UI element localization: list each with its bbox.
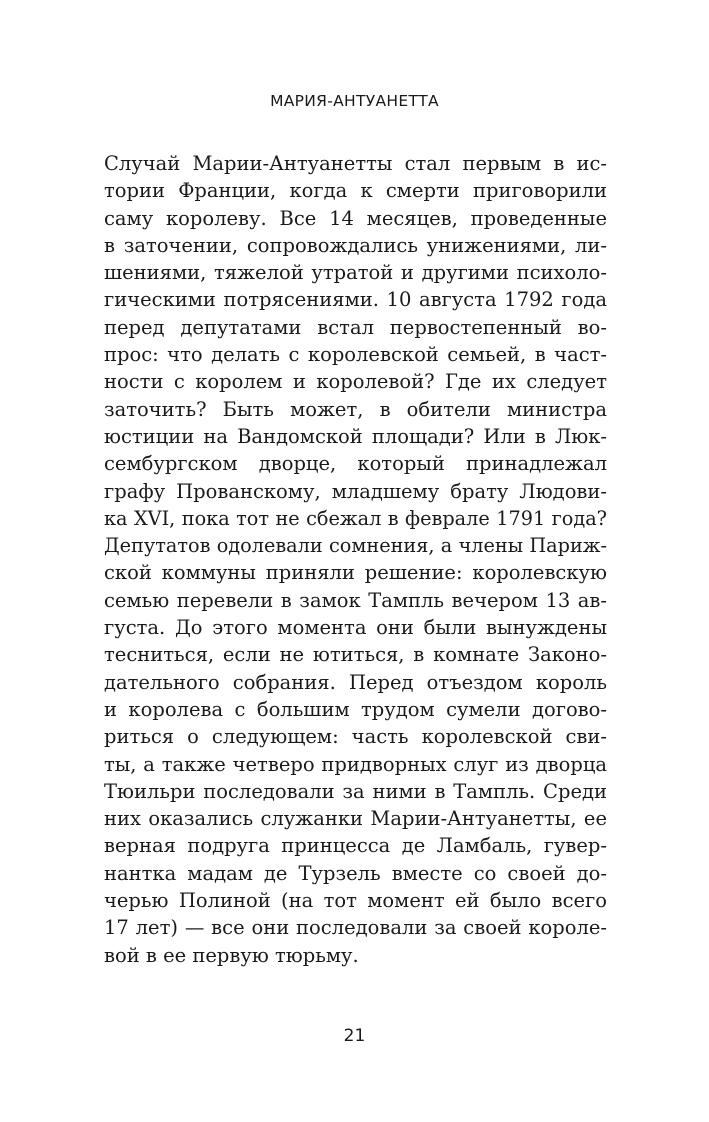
text-line: верная подруга принцесса де Ламбаль, гувер- — [104, 834, 607, 858]
text-line: ности с королем и королевой? Где их следует — [104, 370, 607, 394]
text-line: шениями, тяжелой утратой и другими психоло- — [104, 261, 607, 285]
text-line: ка XVI, пока тот не сбежал в феврале 1791 года? — [104, 506, 607, 530]
text-line: графу Прованскому, младшему брату Людови- — [104, 479, 607, 503]
text-line: юстиции на Вандомской площади? Или в Люк- — [104, 424, 607, 448]
text-line: ты, а также четверо придворных слуг из дворца — [104, 752, 607, 776]
text-line: вой в ее первую тюрьму. — [104, 943, 359, 967]
text-line: саму королеву. Все 14 месяцев, проведенные — [104, 206, 607, 230]
text-line: гическими потрясениями. 10 августа 1792 года — [104, 288, 607, 312]
text-line: прос: что делать с королевской семьей, в част- — [104, 343, 607, 367]
text-line: нантка мадам де Турзель вместе со своей до- — [104, 861, 607, 885]
text-line: ской коммуны приняли решение: королевскую — [104, 561, 607, 585]
text-line: Случай Марии-Антуанетты стал первым в ис- — [104, 152, 607, 175]
body-text — [104, 150, 607, 969]
text-line: и королева с большим трудом сумели догово- — [104, 697, 607, 721]
text-line: семью перевели в замок Тампль вечером 13 ав- — [104, 588, 607, 612]
text-line: них оказались служанки Марии-Антуанетты, ее — [104, 807, 607, 831]
running-head: МАРИЯ-АНТУАНЕТТА — [270, 92, 439, 110]
text-line: сембургском дворце, который принадлежал — [104, 452, 607, 476]
text-line: Тюильри последовали за ними в Тампль. Среди — [104, 779, 607, 803]
text-line: заточить? Быть может, в обители министра — [104, 397, 607, 421]
text-line: тесниться, если не ютиться, в комнате Законо- — [104, 643, 607, 667]
text-line: Депутатов одолевали сомнения, а члены Париж- — [104, 534, 607, 558]
text-line: тории Франции, когда к смерти приговорили — [104, 179, 607, 203]
text-line: дательного собрания. Перед отъездом король — [104, 670, 607, 694]
text-line: 17 лет) — все они последовали за своей короле- — [104, 916, 607, 940]
page-number: 21 — [343, 1026, 366, 1046]
text-line: перед депутатами встал первостепенный во- — [104, 315, 607, 339]
text-line: в заточении, сопровождались унижениями, ли- — [104, 233, 607, 257]
text-line: черью Полиной (на тот момент ей было всего — [104, 889, 607, 913]
text-line: риться о следующем: часть королевской сви- — [104, 725, 607, 749]
text-line: густа. До этого момента они были вынуждены — [104, 616, 607, 640]
